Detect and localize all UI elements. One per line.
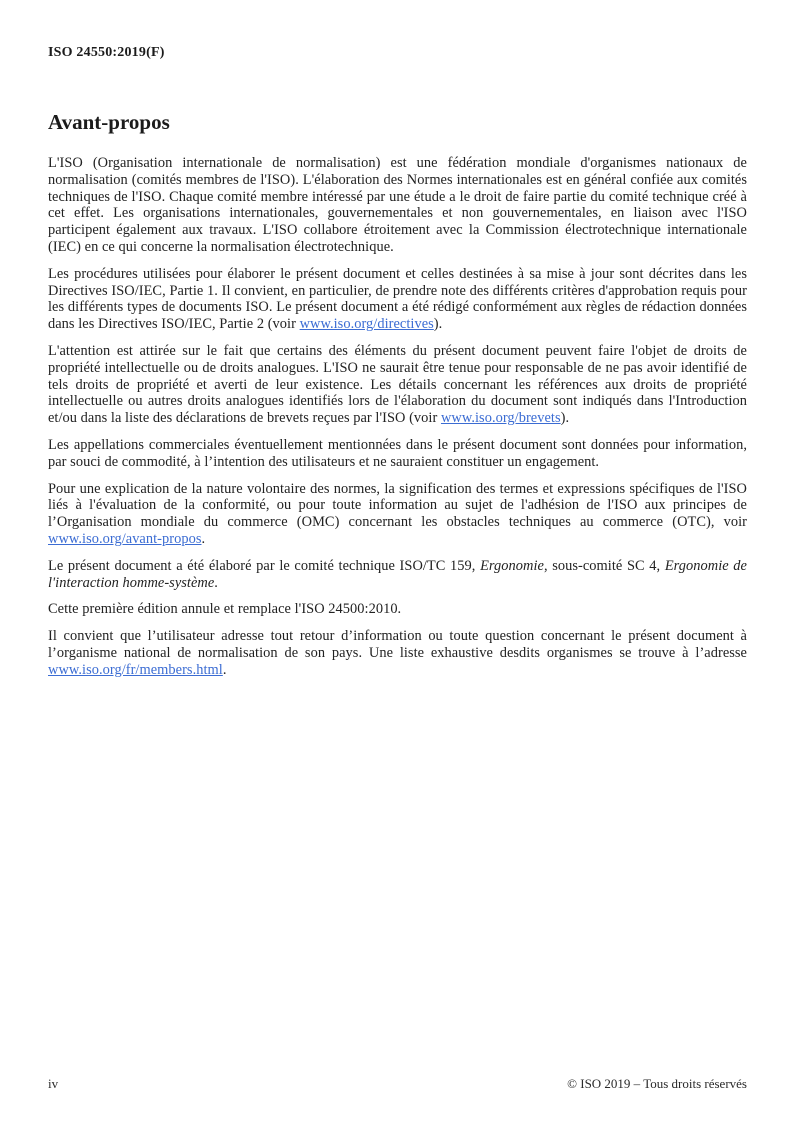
page-content <box>48 0 747 689</box>
text-segment: Il convient que l’utilisateur adresse tout retour d’information ou toute question concernant le présent document à l’organisme national de normalisation de son pays. Une liste exhaustive desdits organismes se trouve à l’adresse <box>48 628 747 661</box>
footer-copyright: © ISO 2019 – Tous droits réservés <box>567 1076 747 1091</box>
paragraph <box>48 628 747 678</box>
link-iso-members[interactable]: www.iso.org/fr/members.html <box>48 661 223 678</box>
paragraph <box>48 343 747 427</box>
page-title: Avant-propos <box>48 110 170 134</box>
paragraph <box>48 437 747 471</box>
text-segment: Le présent document a été élaboré par le comité technique ISO/TC 159, <box>48 557 481 574</box>
text-segment: L'attention est attirée sur le fait que certains des éléments du présent document peuvent faire l'objet de droits de propriété intellectuelle ou de droits analogues. L'ISO ne saurait être tenue pour responsable de ne pas avoir identifié de tels droits de propriété et averti de leur existence. Les détails concernant les références aux droits de propriété intellectuelle ou autres droits analogues identifiés lors de l'élaboration du document sont indiqués dans l'Introduction et/ou dans la liste des déclarations de brevets reçues par l'ISO (voir <box>48 342 747 427</box>
footer-page-number: iv <box>48 1076 59 1091</box>
text-segment: Cette première édition annule et remplace l'ISO 24500:2010. <box>48 601 402 618</box>
paragraph <box>48 601 747 618</box>
text-segment: Pour une explication de la nature volontaire des normes, la signification des termes et expressions spécifiques de l'ISO liés à l'évaluation de la conformité, ou pour toute information au sujet de l'adhésion de l'ISO aux principes de l’Organisation mondiale du commerce (OMC) concernant les obstacles techniques au commerce (OTC), voir <box>48 480 747 531</box>
paragraph <box>48 155 747 256</box>
document-reference: ISO 24550:2019(F) <box>48 45 165 60</box>
text-segment: ). <box>433 316 443 333</box>
text-segment: Les procédures utilisées pour élaborer le présent document et celles destinées à sa mise à jour sont décrites dans les Directives ISO/IEC, Partie 1. Il convient, en particulier, de prendre note des différents critères d'approbation requis pour les différents types de documents ISO. Le présent document a été rédigé conformément aux règles de rédaction données dans les Directives ISO/IEC, Partie 2 (voir <box>48 265 747 333</box>
paragraph <box>48 481 747 548</box>
paragraph <box>48 558 747 592</box>
text-segment: . <box>214 574 218 591</box>
link-iso-avant-propos[interactable]: www.iso.org/avant-propos <box>48 530 202 547</box>
link-iso-brevets[interactable]: www.iso.org/brevets <box>440 410 561 427</box>
text-segment: L'ISO (Organisation internationale de normalisation) est une fédération mondiale d'organismes nationaux de normalisation (comités membres de l'ISO). L'élaboration des Normes internationales est en général confiée aux comités techniques de l'ISO. Chaque comité membre intéressé par une étude a le droit de faire partie du comité technique créé à cet effet. Les organisations internationales, gouvernementales et non gouvernementales, en liaison avec l'ISO participent également aux travaux. L'ISO collabore étroitement avec la Commission électrotechnique internationale (IEC) en ce qui concerne la normalisation électrotechnique. <box>48 155 747 255</box>
paragraph <box>48 266 747 333</box>
italic-text: Ergonomie de l'interaction homme-système <box>48 557 747 591</box>
text-segment: Les appellations commerciales éventuellement mentionnées dans le présent document sont données pour information, par souci de commodité, à l’intention des utilisateurs et ne sauraient constituer un engagement. <box>48 436 747 470</box>
text-segment: , sous-comité SC 4, <box>543 557 665 574</box>
text-segment: ). <box>560 410 570 427</box>
link-iso-directives[interactable]: www.iso.org/directives <box>299 316 434 333</box>
foreword-paragraphs <box>48 155 747 679</box>
italic-text: Ergonomie <box>480 557 544 574</box>
text-segment: . <box>201 530 206 547</box>
page-footer <box>48 1076 747 1092</box>
text-segment: . <box>222 661 227 678</box>
